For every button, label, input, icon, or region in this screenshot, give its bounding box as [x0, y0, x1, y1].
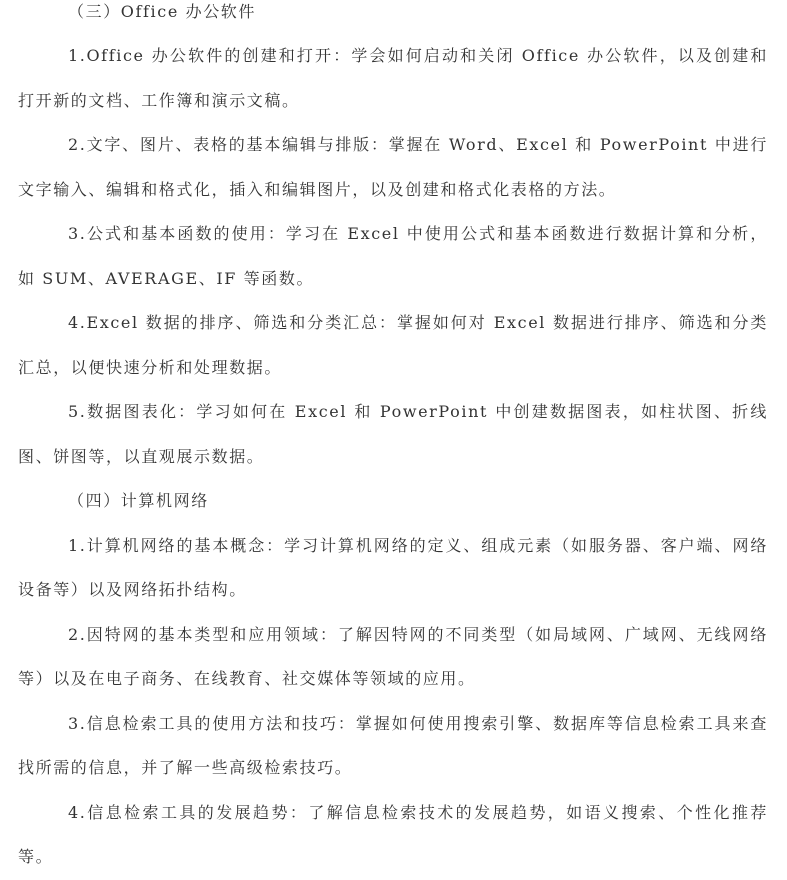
office-item-2: 2.文字、图片、表格的基本编辑与排版：掌握在 Word、Excel 和 PowerPoint 中进行文字输入、编辑和格式化，插入和编辑图片，以及创建和格式化表格的方法。: [18, 135, 768, 199]
network-item-4: 4.信息检索工具的发展趋势：了解信息检索技术的发展趋势，如语义搜索、个性化推荐等。: [18, 802, 768, 866]
network-item-1: 1.计算机网络的基本概念：学习计算机网络的定义、组成元素（如服务器、客户端、网络设备等）以及网络拓扑结构。: [18, 535, 768, 599]
section-heading-office: （三）Office 办公软件: [68, 2, 256, 21]
office-item-1: 1.Office 办公软件的创建和打开：学会如何启动和关闭 Office 办公软件，以及创建和打开新的文档、工作簿和演示文稿。: [18, 46, 768, 110]
office-item-3: 3.公式和基本函数的使用：学习在 Excel 中使用公式和基本函数进行数据计算和分析，如 SUM、AVERAGE、IF 等函数。: [18, 224, 768, 288]
document-body: [18, 0, 768, 880]
section-heading-network: （四）计算机网络: [68, 491, 209, 510]
office-item-5: 5.数据图表化：学习如何在 Excel 和 PowerPoint 中创建数据图表，如柱状图、折线图、饼图等，以直观展示数据。: [18, 402, 768, 466]
network-item-3: 3.信息检索工具的使用方法和技巧：掌握如何使用搜索引擎、数据库等信息检索工具来查找所需的信息，并了解一些高级检索技巧。: [18, 713, 768, 777]
network-item-2: 2.因特网的基本类型和应用领域：了解因特网的不同类型（如局域网、广域网、无线网络等）以及在电子商务、在线教育、社交媒体等领域的应用。: [18, 624, 768, 688]
office-item-4: 4.Excel 数据的排序、筛选和分类汇总：掌握如何对 Excel 数据进行排序、筛选和分类汇总，以便快速分析和处理数据。: [18, 313, 768, 377]
